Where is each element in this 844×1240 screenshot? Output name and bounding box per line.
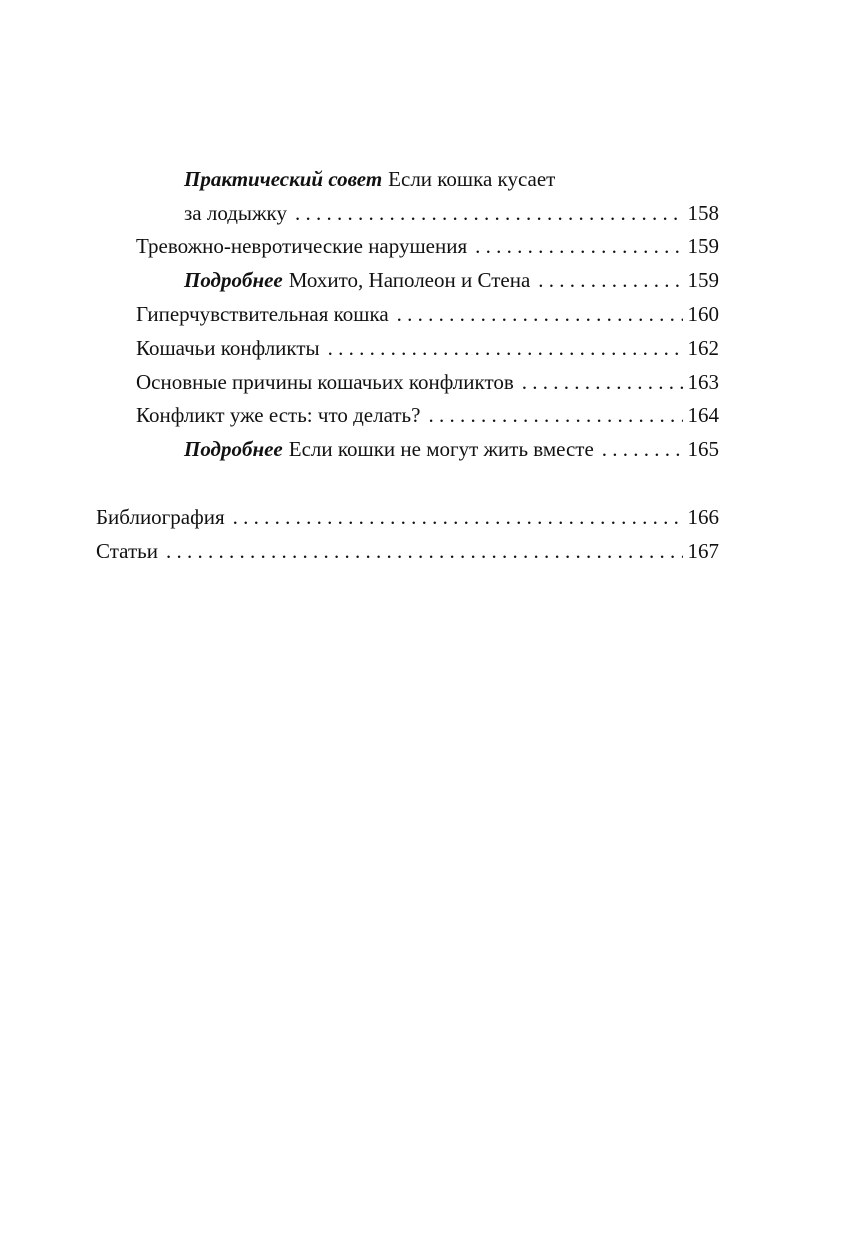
- toc-page-number: 166: [687, 505, 719, 529]
- toc-leader-dots: [475, 229, 683, 263]
- toc-leader-dots: [602, 432, 683, 466]
- toc-entry[interactable]: [184, 263, 719, 297]
- toc-page-number: 165: [687, 437, 719, 461]
- toc-page-number: 160: [687, 302, 719, 326]
- toc-page-number: 163: [687, 370, 719, 394]
- toc-leader-dots: [538, 263, 683, 297]
- toc-page-number: 159: [687, 268, 719, 292]
- toc-page-number: 159: [687, 234, 719, 258]
- toc-leader-dots: [428, 398, 683, 432]
- toc-entry-practical-tip-line1: [184, 162, 555, 196]
- toc-entry-title: Конфликт уже есть: что делать?: [136, 403, 421, 427]
- toc-entry-title: Тревожно-невротические нарушения: [136, 234, 468, 258]
- toc-entry[interactable]: [136, 365, 719, 399]
- toc-page-number: 167: [687, 539, 719, 563]
- toc-leader-dots: [166, 534, 683, 568]
- toc-entry[interactable]: [136, 297, 719, 331]
- toc-entry-title: за лодыжку: [184, 201, 287, 225]
- toc-leader-dots: [397, 297, 683, 331]
- toc-page-number: 164: [687, 403, 719, 427]
- toc-entry-title: Мохито, Наполеон и Стена: [288, 268, 531, 292]
- toc-leader-dots: [233, 500, 683, 534]
- toc-entry-title: Гиперчувствительная кошка: [136, 302, 389, 326]
- toc-entry[interactable]: [136, 229, 719, 263]
- toc-entry[interactable]: [96, 500, 719, 534]
- toc-leader-dots: [295, 196, 683, 230]
- toc-entry-title: Кошачьи конфликты: [136, 336, 320, 360]
- toc-leader-dots: [328, 331, 683, 365]
- toc-entry-title: Если кошки не могут жить вместе: [288, 437, 594, 461]
- toc-entry-practical-tip-line2[interactable]: [184, 196, 719, 230]
- toc-entry-lead: Подробнее: [184, 268, 283, 292]
- toc-entry-title: Библиография: [96, 505, 225, 529]
- toc-entry[interactable]: [184, 432, 719, 466]
- toc-leader-dots: [522, 365, 683, 399]
- toc-entry-title: Статьи: [96, 539, 158, 563]
- toc-page-number: 162: [687, 336, 719, 360]
- toc-page-number: 158: [687, 201, 719, 225]
- toc-entry-title: Если кошка кусает: [388, 167, 556, 191]
- toc-entry-title: Основные причины кошачьих конфликтов: [136, 370, 514, 394]
- toc-entry-lead: Практический совет: [184, 167, 383, 191]
- toc-entry[interactable]: [136, 331, 719, 365]
- toc-entry-lead: Подробнее: [184, 437, 283, 461]
- toc-entry[interactable]: [96, 534, 719, 568]
- toc-entry[interactable]: [136, 398, 719, 432]
